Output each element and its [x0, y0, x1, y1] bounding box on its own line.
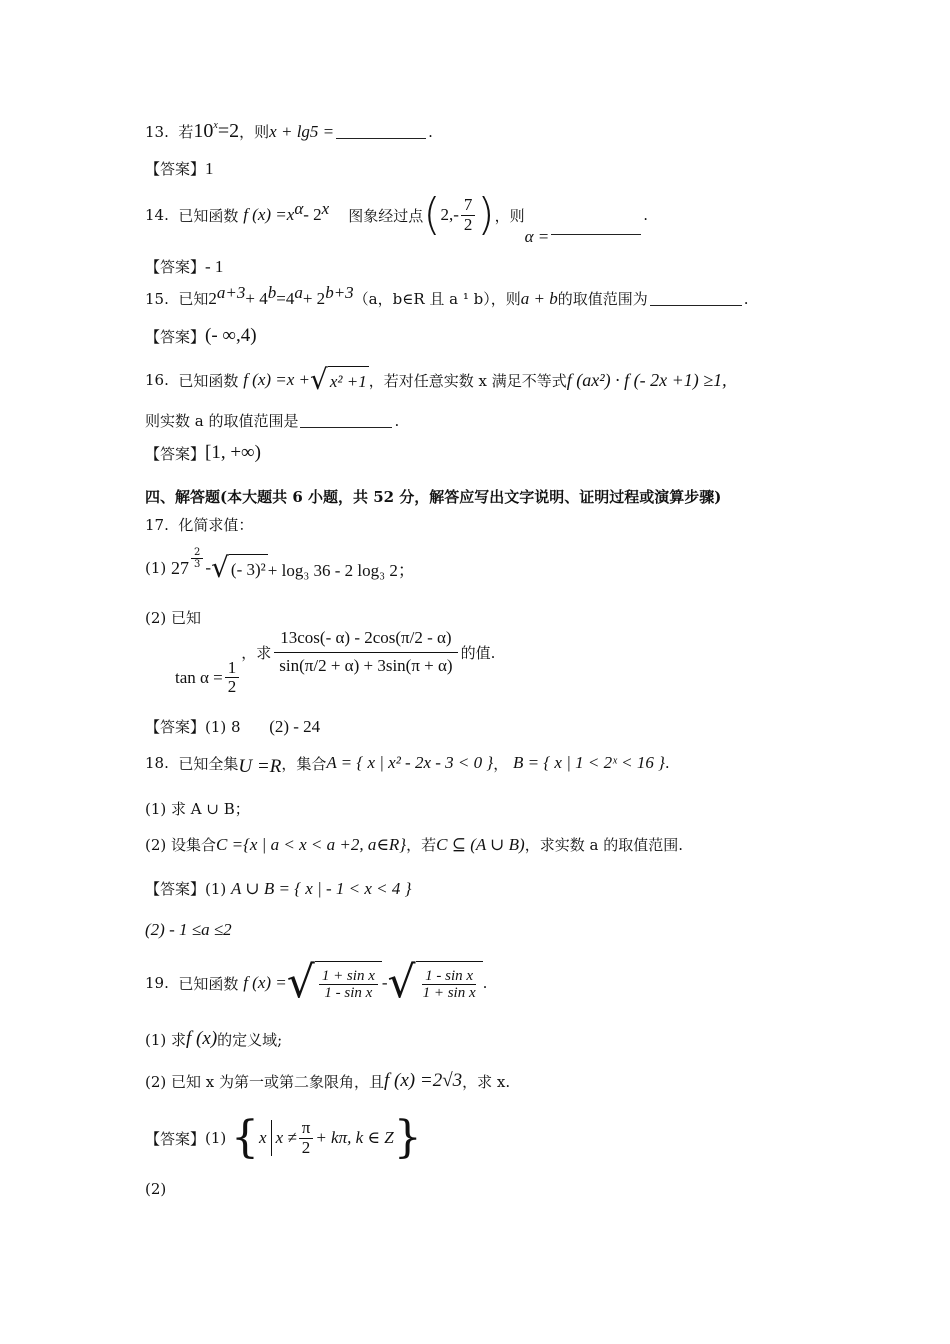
- answer-18: 【答案】 (1) A ∪ B = { x | - 1 < x < 4 }: [145, 878, 412, 898]
- question-18: 18. 已知全集 U =R ，集合 A = { x | x² - 2x - 3 < 0 } ， B = { x | 1 < 2ˣ < 16 } .: [145, 753, 670, 777]
- answer-blank: [336, 124, 426, 139]
- question-17: 17. 化简求值：: [145, 515, 254, 534]
- answer-17: 【答案】 (1) 8 (2) - 24: [145, 716, 321, 736]
- answer-blank: [300, 413, 392, 428]
- question-16: 16. 已知函数 f (x) =x + √ x² +1 ，若对任意实数 x 满足不等式 f (ax²) · f (- 2x +1) ≥1,: [145, 363, 727, 396]
- answer-19-part2: (2): [145, 1180, 167, 1198]
- question-17-part1: (1) 27 $\frac{2}{3}$ - √ (- 3)² + log₃ 36 - 2 log₃ 2；: [145, 546, 415, 584]
- question-number: 13.: [145, 122, 169, 141]
- question-19: 19. 已知函数 f (x) = √ $\frac{\text{1 + sin x}}{\text{1 - sin x}}$ - √ $\frac{\text{1 - sin x}}{\text{1 + sin x}}$ .: [145, 957, 488, 1008]
- question-18-part1: (1) 求 A ∪ B；: [145, 800, 250, 818]
- question-14: 14. 已知函数 f (x) =x $^\alpha$ - 2 $^x$ 图象经过点 ( 2,- $\frac{7}{2}$ ) ，则 α = .: [145, 189, 649, 246]
- question-16-line2: 则实数 a 的取值范围是 .: [145, 411, 400, 430]
- square-root: √ (- 3)²: [211, 551, 266, 584]
- answer-14: 【答案】 - 1: [145, 256, 224, 276]
- section-heading: 四、解答题(本大题共 6 小题，共 52 分，解答应写出文字说明、证明过程或演算步骤): [145, 488, 722, 506]
- answer-13: 【答案】 1: [145, 158, 214, 178]
- answer-15: 【答案】 (- ∞,4): [145, 325, 257, 346]
- question-19-part2: (2) 已知 x 为第一或第二象限角，且 f (x) =2√3 ，求 x.: [145, 1070, 511, 1091]
- question-19-part1: (1) 求 f (x) 的定义域;: [145, 1028, 283, 1049]
- question-13: 13. 若 10 $^x$ =2 ，则 x + lg5 = .: [145, 120, 433, 142]
- question-15: 15. 已知 2 $^{a+3}$ + 4 $^b$ =4 $^a$ + 2 $^{b+3}$ （a，b∈R 且 a ¹ b），则 a + b 的取值范围为 .: [145, 282, 749, 308]
- answer-18-part2: (2) - 1 ≤a ≤2: [145, 920, 232, 939]
- big-fraction: $\frac{13\cos(- \alpha) - 2\cos(\pi/2 - \alpha)}{\sin(\pi/2 + \alpha) + 3\sin(\pi + \alpha)}$: [273, 625, 458, 679]
- square-root: √ x² +1: [310, 363, 367, 396]
- answer-blank: [551, 220, 641, 235]
- question-17-part2: (2) 已知 tan α = $\frac{1}{2}$ ，求 $\frac{13\cos(- \alpha) - 2\cos(\pi/2 - \alpha)}{\sin(\pi/2 + \alpha) + 3\sin(\pi + \alpha)}$ 的值.: [145, 609, 496, 697]
- answer-16: 【答案】 [1, +∞): [145, 442, 261, 463]
- fraction: $\frac{7}{2}$: [461, 196, 476, 234]
- answer-19: 【答案】 (1) { x x ≠ $\frac{\pi}{2}$ + kπ, k ∈ Z }: [145, 1112, 422, 1163]
- question-18-part2: (2) 设集合 C ={x | a < x < a +2, a∈R} ，若 C ⊆ (A ∪ B) ，求实数 a 的取值范围.: [145, 834, 683, 854]
- square-root: √ $\frac{\text{1 + sin x}}{\text{1 - sin x}}$: [287, 961, 382, 1005]
- answer-blank: [650, 291, 742, 306]
- square-root: √ $\frac{\text{1 - sin x}}{\text{1 + sin x}}$: [388, 961, 483, 1005]
